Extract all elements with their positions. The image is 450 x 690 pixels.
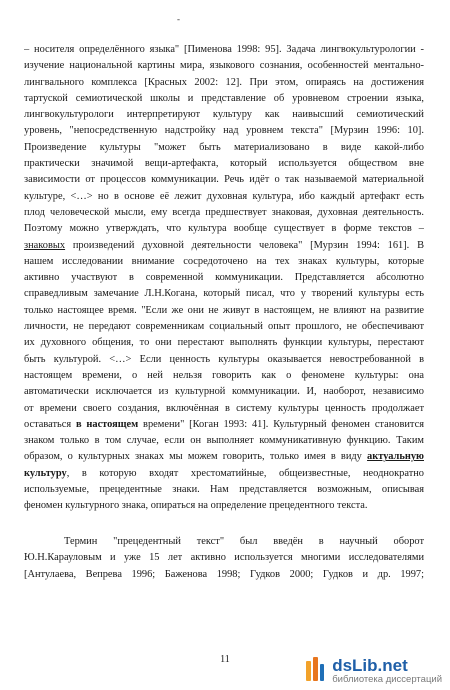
text-fragment: произведений духовной деятельности человека" [Мурзин 1994: 161]. В bbox=[65, 239, 424, 251]
text-line: Термин "прецедентный текст" был введён в научный оборот bbox=[64, 536, 424, 547]
text-line: Произведение культуры "может быть материализовано в виде какой-либо bbox=[24, 141, 424, 153]
text-line: уровень, "непосредственную надстройку над уровнем текста" [Мурзин 1996: 10]. bbox=[24, 125, 424, 137]
paragraph-2 bbox=[24, 534, 424, 583]
watermark-subtitle: библиотека диссертаций bbox=[332, 673, 442, 685]
text-line: быть культурой. <…> Если ценность культуры оказывается невостребованной в bbox=[24, 353, 424, 365]
text-fragment: времени" [Коган 1993: 41]. Культурный феномен становится bbox=[138, 418, 424, 430]
text-line: плод человеческой мысли, ему всегда предшествует знаковая, духовная деятельность. bbox=[24, 206, 424, 218]
text-line: только настоящее время. "Если же они не живут в настоящем, не влияют на развитие bbox=[24, 304, 424, 316]
text-line: тартуской семиотической школы и представление об уровневом строении языка, bbox=[24, 92, 424, 104]
text-line: знаком только в том случае, если он выполняет коммуникативную функцию. Таким bbox=[24, 435, 424, 447]
text-line: Ю.Н.Карауловым и уже 15 лет активно используется многими исследователями bbox=[24, 552, 424, 564]
text-line: культуре, <…> но в основе её лежит духовная культура, ибо каждый артефакт есть bbox=[24, 190, 424, 202]
text-line bbox=[24, 238, 424, 254]
bold-word: культуру bbox=[24, 467, 67, 479]
text-line: [Антулаева, Вепрева 1996; Баженова 1998; Гудков 2000; Гудков и др. 1997; bbox=[24, 568, 424, 580]
text-line: феномен культурного знака, опираться на определение прецедентного текста. bbox=[24, 500, 368, 512]
text-line bbox=[24, 449, 424, 465]
text-line: практически значимой вещи-артефакта, который используется обществом вне bbox=[24, 158, 424, 170]
text-line: – носителя определённого языка" [Пименова 1998: 95]. Задача лингвокультурологии - bbox=[24, 44, 424, 55]
dslib-logo-icon bbox=[304, 657, 326, 683]
paragraph-1 bbox=[24, 42, 424, 515]
watermark-text bbox=[332, 657, 442, 685]
text-line: автоматически исключается из культурной коммуникации. И, наоборот, независимо bbox=[24, 386, 424, 398]
text-line: их духовного общения, то они перестают выполнять функции культуры, перестают bbox=[24, 337, 424, 349]
text-line: активно участвуют в современной коммуникации. Представляется абсолютно bbox=[24, 272, 424, 284]
watermark-name: dsLib.net bbox=[332, 655, 408, 675]
text-fragment: , в которую входят хрестоматийные, общеизвестные, неоднократно bbox=[66, 467, 424, 479]
text-fragment: оставаться bbox=[24, 418, 76, 430]
text-fragment: образом, о культурных знаках мы можем говорить, только имея в виду bbox=[24, 451, 368, 463]
text-line: зависимости от процессов коммуникации. Речь идёт о так называемой материальной bbox=[24, 174, 424, 186]
text-line: лингвокультурологи интерпретируют культуру как наивысший семиотический bbox=[24, 109, 424, 121]
text-line: Поэтому можно утверждать, что культура вообще существует в форме текстов – bbox=[24, 223, 424, 235]
bold-phrase: в настоящем bbox=[75, 418, 139, 430]
text-line: лингвального комплекса [Красных 2002: 12]. При этом, опираясь на достижения bbox=[24, 76, 424, 88]
top-mark: - bbox=[177, 14, 180, 24]
text-line: справедливым замечание Л.Н.Когана, который писал, что у творений культуры есть bbox=[24, 288, 424, 300]
text-line: изучение национальной картины мира, языкового сознания, особенностей ментально- bbox=[24, 60, 424, 72]
text-line bbox=[24, 466, 424, 482]
text-line bbox=[24, 417, 424, 433]
bold-underlined-word: актуальную bbox=[367, 451, 424, 463]
page-number: 11 bbox=[220, 654, 230, 665]
text-line: нашем исследовании внимание сосредоточено на тех знаках культуры, которые bbox=[24, 255, 424, 267]
text-line: используемые, прецедентные знаки. Нам представляется возможным, описывая bbox=[24, 484, 424, 496]
dslib-watermark bbox=[304, 657, 442, 685]
underlined-word: знаковых bbox=[24, 239, 66, 251]
text-line: настоящем времени, о ней нельзя говорить как о феномене культуры: она bbox=[24, 369, 424, 381]
text-line: личности, не передают современникам социальный опыт прошлого, не обеспечивают bbox=[24, 321, 424, 333]
text-line: от времени своего создания, включённая в систему культуры ценность продолжает bbox=[24, 402, 424, 414]
